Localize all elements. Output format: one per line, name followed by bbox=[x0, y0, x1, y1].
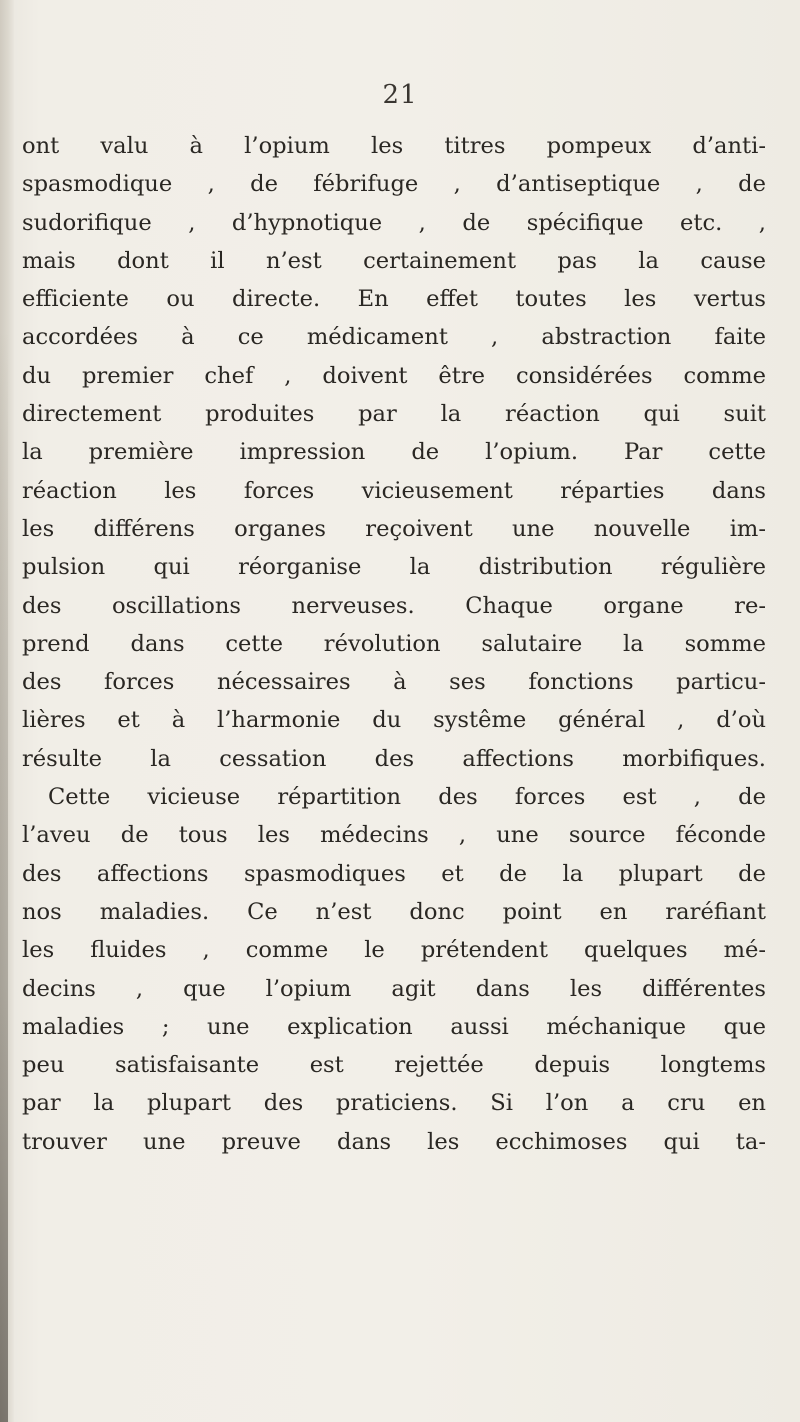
text-line: prend dans cette révolution salutaire la somme bbox=[22, 630, 766, 657]
paragraph-start-line: Cette vicieuse répartition des forces est , de bbox=[48, 784, 766, 811]
text-line: les fluides , comme le prétendent quelques mé- bbox=[22, 937, 766, 964]
text-line: des oscillations nerveuses. Chaque organe re- bbox=[22, 592, 766, 619]
text-line: maladies ; une explication aussi méchanique que bbox=[22, 1013, 766, 1040]
text-line: trouver une preuve dans les ecchimoses qui ta- bbox=[22, 1128, 766, 1155]
text-line: pulsion qui réorganise la distribution régulière bbox=[22, 554, 766, 581]
text-line: peu satisfaisante est rejettée depuis longtems bbox=[22, 1052, 766, 1079]
text-line: du premier chef , doivent être considérées comme bbox=[22, 362, 766, 389]
page-number: 21 bbox=[382, 80, 418, 110]
text-line: réaction les forces vicieusement réparties dans bbox=[22, 477, 766, 504]
text-line: accordées à ce médicament , abstraction faite bbox=[22, 324, 766, 351]
text-line: par la plupart des praticiens. Si l’on a cru en bbox=[22, 1090, 766, 1117]
text-line: des affections spasmodiques et de la plupart de bbox=[22, 860, 766, 887]
body-text bbox=[22, 127, 766, 1161]
text-line: l’aveu de tous les médecins , une source féconde bbox=[22, 822, 766, 849]
text-line: la première impression de l’opium. Par cette bbox=[22, 439, 766, 466]
text-line: directement produites par la réaction qui suit bbox=[22, 401, 766, 428]
text-line: les différens organes reçoivent une nouvelle im- bbox=[22, 515, 766, 542]
text-line: spasmodique , de fébrifuge , d’antiseptique , de bbox=[22, 171, 766, 198]
text-line: efficiente ou directe. En effet toutes les vertus bbox=[22, 286, 766, 313]
text-line: lières et à l’harmonie du systême général , d’où bbox=[22, 707, 766, 734]
text-line: des forces nécessaires à ses fonctions particu- bbox=[22, 669, 766, 696]
gutter-shadow bbox=[0, 330, 8, 1422]
text-line: sudorifique , d’hypnotique , de spécifique etc. , bbox=[22, 209, 766, 236]
text-line: nos maladies. Ce n’est donc point en raréfiant bbox=[22, 898, 766, 925]
text-line: ont valu à l’opium les titres pompeux d’anti- bbox=[22, 133, 766, 159]
text-line: résulte la cessation des affections morbifiques. bbox=[22, 745, 766, 772]
text-line: mais dont il n’est certainement pas la cause bbox=[22, 247, 766, 274]
text-line: decins , que l’opium agit dans les différentes bbox=[22, 975, 766, 1002]
